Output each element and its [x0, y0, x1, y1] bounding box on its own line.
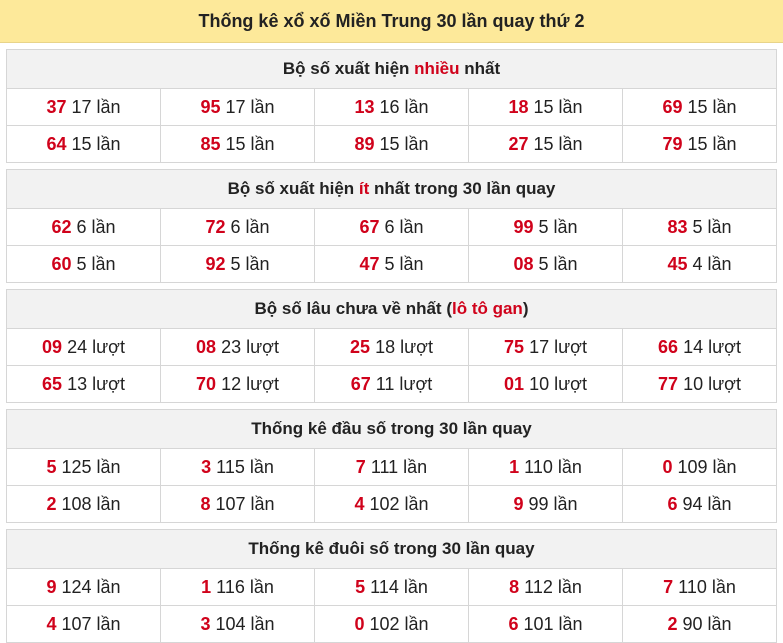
stat-cell: [160, 329, 314, 365]
stat-count: 12 lượt: [221, 374, 279, 394]
stat-number: 01: [504, 374, 525, 394]
section-heading-text: Bộ số lâu chưa về nhất (: [254, 299, 452, 318]
stat-number: 1: [509, 457, 520, 477]
stat-cell: [622, 486, 776, 522]
stat-cell: [160, 126, 314, 162]
stat-number: 70: [196, 374, 217, 394]
stat-count: 112 lần: [524, 577, 582, 597]
stat-cell: [7, 569, 160, 605]
stat-count: 107 lần: [215, 494, 275, 514]
stat-number: 7: [663, 577, 674, 597]
stat-count: 4 lần: [692, 254, 732, 274]
stat-count: 15 lần: [533, 97, 583, 117]
stat-number: 9: [513, 494, 524, 514]
section-head-digit: [6, 409, 777, 523]
stat-number: 13: [354, 97, 375, 117]
stat-count: 5 lần: [384, 254, 424, 274]
section-heading-text: nhất: [459, 59, 501, 78]
stat-cell: [468, 89, 622, 125]
stat-count: 104 lần: [215, 614, 275, 634]
stat-count: 5 lần: [692, 217, 732, 237]
stat-number: 6: [667, 494, 678, 514]
stat-number: 99: [513, 217, 534, 237]
table-row: [7, 485, 776, 522]
stat-number: 69: [662, 97, 683, 117]
stat-cell: [622, 246, 776, 282]
stat-number: 4: [46, 614, 57, 634]
stat-number: 45: [667, 254, 688, 274]
stat-cell: [622, 329, 776, 365]
stat-cell: [468, 209, 622, 245]
table-row: [7, 245, 776, 282]
stat-cell: [160, 569, 314, 605]
stat-number: 9: [46, 577, 57, 597]
section-heading: [7, 49, 776, 89]
stat-cell: [468, 329, 622, 365]
stat-number: 0: [662, 457, 673, 477]
stat-number: 75: [504, 337, 525, 357]
stat-number: 67: [359, 217, 380, 237]
stat-count: 125 lần: [61, 457, 121, 477]
stat-count: 15 lần: [687, 97, 737, 117]
stat-count: 99 lần: [528, 494, 578, 514]
stat-count: 17 lần: [71, 97, 121, 117]
stat-number: 67: [350, 374, 371, 394]
stat-number: 72: [205, 217, 226, 237]
stat-count: 124 lần: [61, 577, 121, 597]
stats-sections: [0, 49, 783, 643]
stat-count: 15 lần: [225, 134, 275, 154]
stat-count: 116 lần: [216, 577, 274, 597]
stat-cell: [7, 126, 160, 162]
stat-number: 2: [667, 614, 678, 634]
stat-cell: [622, 606, 776, 642]
stat-cell: [314, 126, 468, 162]
stat-count: 5 lần: [538, 217, 578, 237]
stat-number: 2: [46, 494, 57, 514]
stat-cell: [314, 606, 468, 642]
stat-number: 3: [200, 614, 211, 634]
stat-cell: [468, 606, 622, 642]
stat-count: 10 lượt: [683, 374, 741, 394]
stat-cell: [160, 449, 314, 485]
stat-cell: [622, 209, 776, 245]
table-row: [7, 605, 776, 642]
stat-cell: [622, 569, 776, 605]
stat-number: 64: [46, 134, 67, 154]
stat-number: 7: [355, 457, 366, 477]
stat-count: 102 lần: [369, 494, 429, 514]
stat-cell: [7, 209, 160, 245]
stat-number: 92: [205, 254, 226, 274]
stat-cell: [160, 486, 314, 522]
stat-cell: [314, 486, 468, 522]
stat-cell: [468, 366, 622, 402]
section-heading-text: Thống kê đuôi số trong 30 lần quay: [248, 539, 535, 558]
stat-count: 10 lượt: [529, 374, 587, 394]
stat-count: 5 lần: [76, 254, 116, 274]
stat-count: 94 lần: [682, 494, 732, 514]
section-heading-text: Thống kê đầu số trong 30 lần quay: [251, 419, 532, 438]
table-row: [7, 449, 776, 485]
stat-number: 8: [200, 494, 211, 514]
stat-cell: [160, 209, 314, 245]
stat-count: 6 lần: [230, 217, 270, 237]
stat-cell: [622, 449, 776, 485]
stat-number: 79: [662, 134, 683, 154]
stat-number: 09: [42, 337, 63, 357]
stat-cell: [622, 89, 776, 125]
stat-cell: [160, 606, 314, 642]
stat-cell: [622, 126, 776, 162]
stat-number: 6: [508, 614, 519, 634]
stat-cell: [7, 246, 160, 282]
stat-cell: [160, 89, 314, 125]
stat-cell: [468, 449, 622, 485]
section-heading-text: ): [522, 299, 529, 318]
stat-count: 13 lượt: [67, 374, 125, 394]
stat-number: 08: [196, 337, 217, 357]
stat-count: 110 lần: [524, 457, 582, 477]
table-row: [7, 329, 776, 365]
stat-cell: [314, 329, 468, 365]
section-longest-absent: [6, 289, 777, 403]
table-row: [7, 89, 776, 125]
stat-number: 4: [354, 494, 365, 514]
stat-count: 6 lần: [76, 217, 116, 237]
stat-count: 24 lượt: [67, 337, 125, 357]
stat-count: 16 lần: [379, 97, 429, 117]
stat-count: 114 lần: [370, 577, 428, 597]
table-row: [7, 125, 776, 162]
stat-cell: [7, 449, 160, 485]
stat-number: 1: [201, 577, 212, 597]
stat-count: 108 lần: [61, 494, 121, 514]
table-row: [7, 365, 776, 402]
stat-count: 110 lần: [678, 577, 736, 597]
stat-count: 111 lần: [370, 457, 428, 477]
stat-count: 101 lần: [523, 614, 583, 634]
section-most-frequent: [6, 49, 777, 163]
stat-count: 14 lượt: [683, 337, 741, 357]
stat-count: 11 lượt: [375, 374, 433, 394]
stat-count: 90 lần: [682, 614, 732, 634]
stat-cell: [7, 89, 160, 125]
stat-cell: [314, 209, 468, 245]
section-heading: [7, 529, 776, 569]
stat-count: 17 lần: [225, 97, 275, 117]
stat-cell: [160, 366, 314, 402]
stat-number: 66: [658, 337, 679, 357]
stat-number: 3: [201, 457, 212, 477]
stat-number: 95: [200, 97, 221, 117]
stat-cell: [7, 366, 160, 402]
page-title: Thống kê xổ xố Miền Trung 30 lần quay thứ 2: [0, 0, 783, 43]
stat-number: 8: [509, 577, 520, 597]
stat-number: 5: [355, 577, 366, 597]
stat-count: 5 lần: [230, 254, 270, 274]
stat-count: 107 lần: [61, 614, 121, 634]
stat-number: 27: [508, 134, 529, 154]
stat-number: 5: [46, 457, 57, 477]
section-tail-digit: [6, 529, 777, 643]
section-heading-text: Bộ số xuất hiện: [227, 179, 359, 198]
stat-cell: [314, 366, 468, 402]
stat-number: 08: [513, 254, 534, 274]
stat-count: 23 lượt: [221, 337, 279, 357]
section-heading-highlight: nhiều: [414, 59, 460, 78]
stat-cell: [622, 366, 776, 402]
stat-count: 115 lần: [216, 457, 274, 477]
table-row: [7, 569, 776, 605]
section-heading-text: nhất trong 30 lần quay: [369, 179, 556, 198]
stat-cell: [7, 606, 160, 642]
stat-number: 18: [508, 97, 529, 117]
stat-number: 60: [51, 254, 72, 274]
stat-cell: [314, 246, 468, 282]
stat-count: 109 lần: [677, 457, 737, 477]
stat-cell: [314, 449, 468, 485]
stat-number: 85: [200, 134, 221, 154]
stat-cell: [7, 329, 160, 365]
stat-count: 17 lượt: [529, 337, 587, 357]
stat-cell: [468, 569, 622, 605]
stat-cell: [314, 569, 468, 605]
stat-number: 47: [359, 254, 380, 274]
stat-cell: [314, 89, 468, 125]
stat-count: 15 lần: [71, 134, 121, 154]
section-heading: [7, 289, 776, 329]
stat-number: 0: [354, 614, 365, 634]
section-heading-highlight: lô tô gan: [451, 299, 523, 318]
stat-cell: [7, 486, 160, 522]
stat-count: 15 lần: [687, 134, 737, 154]
stat-cell: [160, 246, 314, 282]
stat-cell: [468, 246, 622, 282]
stat-number: 25: [350, 337, 371, 357]
stat-cell: [468, 126, 622, 162]
section-least-frequent: [6, 169, 777, 283]
stat-number: 83: [667, 217, 688, 237]
stat-number: 65: [42, 374, 63, 394]
section-heading: [7, 169, 776, 209]
stat-count: 15 lần: [533, 134, 583, 154]
stat-number: 77: [658, 374, 679, 394]
stat-count: 102 lần: [369, 614, 429, 634]
section-heading-highlight: ít: [358, 179, 370, 198]
stat-count: 6 lần: [384, 217, 424, 237]
stat-count: 15 lần: [379, 134, 429, 154]
section-heading-text: Bộ số xuất hiện: [282, 59, 415, 78]
stat-count: 5 lần: [538, 254, 578, 274]
table-row: [7, 209, 776, 245]
stat-number: 89: [354, 134, 375, 154]
section-heading: [7, 409, 776, 449]
stat-cell: [468, 486, 622, 522]
stat-count: 18 lượt: [375, 337, 433, 357]
stat-number: 62: [51, 217, 72, 237]
stat-number: 37: [46, 97, 67, 117]
